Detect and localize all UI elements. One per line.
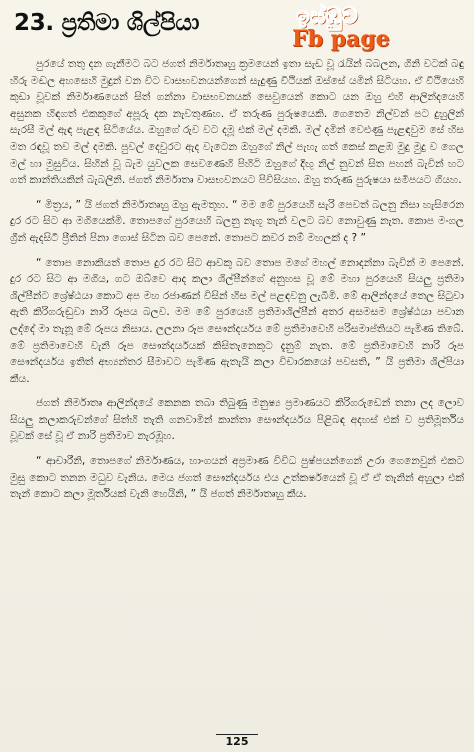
paragraph: ජගත් නිර්මාතෘ ආලින්දයේ කෙනක තබා තිබුණු මනුෂ්‍ය ප්‍රමාණයට කිරිගරුඩෙන් තනා ලද ලොව සියලු කලාකරුවන්ගේ සිත්හි තැති ගනවාමින් කාන්තා සෞන්දර්යය පිළිබඳ අදහස් එක් ව ප්‍රතිමූර්තිය වූවක් සේ වූ ඒ නාරි ප්‍රතිමාව නැරඹූහ. [10,397,464,443]
watermark-fb-page-text: Fb page [292,26,390,52]
paragraph: “ මිත්‍රය, ” යි ජගත් නිර්මාතෘහු ඔහු ඇමතූහ. “ මම මේ පුරයෙහි සැරි පෙවත් බලනු නිසා හැසිරෙන දුර රට සිට ආ මගියෙක්මි. තොපගේ පුරයෙහි බලනු නැගූ තැන් වලට බව නොවුණු නැත. කොප මංගල ග්‍රීන් ඇදසිටී ප්‍රීතින් පිනා ගොස් සිටින බව පෙනේ. තොපට කවර නම් මහලක් ද ? ” [10,198,464,244]
fb-page-watermark [290,4,390,52]
watermark-sinhala-text: ඉස්ඹුව [296,4,358,29]
paragraph: පුරයේ තතු දන ගැනීමට බට ජගත් නිර්මාතෘහු ක්‍රමයෙන් ඉතා සැඩ වූ රැයින් බබලන, ගිනි වටක් බඳු හිරු මඬල අහසෙහි මුදුන් වන විට වාසභවනයන්ගෙන් සැදුණු වීථියක් ඔස්සේ යමින් සිටියහ. ඒ වීථියෙහි කුඩා වූවක් නිර්මාණයෙන් සිත් ගන්නා වාසභවනයක් සෙවුයෙන් කොට යන ඔහු එහි ආලින්දයෙහි අසුනක හිඳගත් එකකුගේ අපූරු දක නැවතුණහ. ඒ තරුණ පුරුෂයෙකි. ගෙතෙම නිල්වන් පට දුහුලින් සැරසී මල් ඇඳ පැළඳ සිටියේය. ඔහුගේ රුව වට දමූ එක් මල් දමකි. මල් දමින් වෙළුණු පැළඳවුම සේ හිස මත රඳවූ තව මල් දමකි. පුවල් දෙවුරට ඇද වැටෙන ඔහුගේ නිල් පැහැ ගත් කෙස් කළඹ මුදු මුදු ව ගෙල මල් හා මුසුවිය. සිහින් වූ බැම යුවලක සෙවණෙහි පිහිටි ඔහුගේ දිඟු නිල් නුවන් සිත පහන් බැවින් හට ගත් කාන්තියකින් බැබලිනි. ජගත් නිර්මාතෘ වාසභවනයට පිවිසියහ. ඔහු තරුණ පුරුෂයා සමීපයට ගියහ. [10,58,464,187]
story-body [10,56,464,503]
page-number: 125 [0,735,474,748]
page-header [10,6,464,56]
chapter-title: 23. ප්‍රතිමා ශිල්පියා [14,10,200,36]
paragraph: “ තොප නොකියත් තොප දුර රට සිට ආවකු බව තොප මගේ මහල් නොදන්නා බැවින් ම පෙනේ. දුර රට සිට ආ මගිය, ගට ඔබ්වෙ ආද කලා ශිල්පීන්ගේ අනුහස වූ මේ මහා පුරයෙහි සියලු ප්‍රතිමා ශිල්පීන්ට ශ්‍රේෂ්ඨයා කොට අප මහ රජාණන් විසින් හිස මල් පළඳවනු ලැබීමි. මේ ආලින්දයේ තෙල සිටුවා ඇති කිරිගරුඬුවා නාරි රූපය බලව. මම මේ පුරයෙහි ප්‍රතිමාශිල්පීන් අතර අසමසම ශ්‍රේෂ්ඨයා පවාන ලද්දේ මා තැනූ මේ රූපය නිසාය. ලලනා රූප සෞන්දර්යය මේ ප්‍රතිමාවෙහි පරිසමාප්තියට පැමිණ තිබේ. මේ ප්‍රතිමාවෙහි වැනි රූප සෞන්දර්යයක් කිසිතැනෙකුට දැනුම් නැත. මේ ප්‍රතිමාවෙහි නාරි රූප සෞන්දර්යය ඉතිත් අභ්‍යන්තර සීමාවට පැමිණ ඇතැයි කලා විචාරකයෝ පවසති, ” යි ප්‍රතිමා ශිල්පියා කීය. [10,256,464,385]
paragraph: “ ආචාරීනි, තොපගේ නිර්මාණය, හාංගයන් අප්‍රමාණ විවිධ පුෂ්පයන්ගෙන් උරා ගෙනෙවුන් එකට මුසු කොට තනන මධුව වැනිය. මෙය ජගත් සෞන්දර්යය එය උත්කර්ෂයෙන් වූ ඒ ඒ තැනින් අහුලා එක් තැන් කොට කලා මූර්තියක් වැනි හෙයිනි, ” යි ජගත් නිර්මාතෘහු කීය. [10,455,464,501]
